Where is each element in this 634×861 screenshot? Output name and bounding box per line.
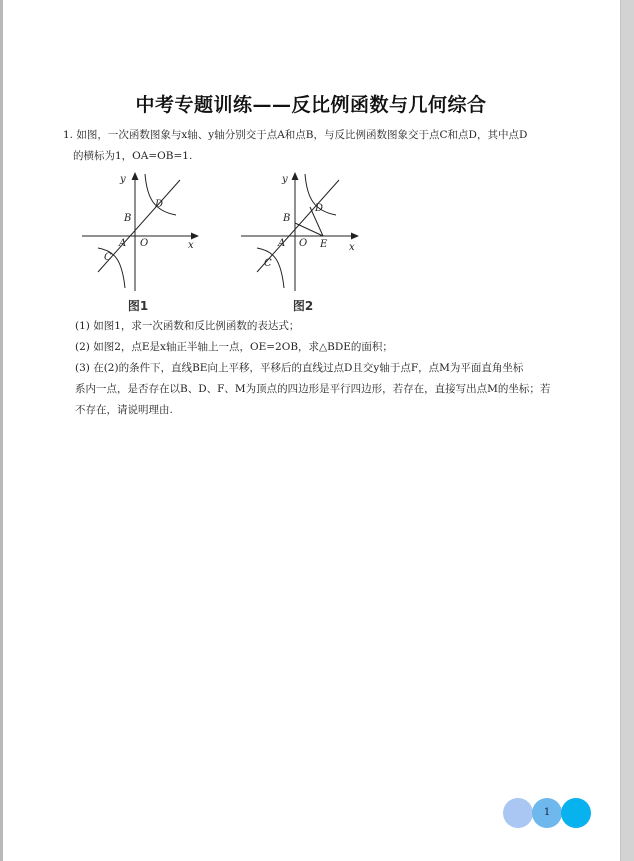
label-x: x [188,240,194,251]
figure-2-graph [237,166,367,296]
label-D: D [155,199,164,210]
question-intro [63,125,563,167]
label-y: y [120,174,126,185]
question-part-3-line-1: (3) 在(2)的条件下，直线BE向上平移，平移后的直线过点D且交y轴于点F，点M为平面直角坐标 [75,362,524,374]
figure-1-caption: 图1 [127,299,149,313]
pager-dot-left [503,798,533,828]
label-C: C [104,252,112,263]
label-O: O [140,238,149,249]
question-part-3-line-3: 不存在，请说明理由. [75,404,173,416]
figure-1 [80,166,205,296]
figure-2 [237,166,367,296]
x-axis-arrow [191,233,199,240]
viewer-scrollbar[interactable] [620,0,634,861]
label-B: B [283,213,291,224]
label-x: x [349,242,355,253]
y-axis-arrow [132,172,139,180]
page-title: 中考专题训练——反比例函数与几何综合 [135,94,487,116]
label-A: A [278,238,286,249]
x-axis-arrow [351,233,359,240]
label-y: y [282,174,288,185]
label-A: A [119,238,127,249]
label-D: D [315,203,324,214]
label-O: O [299,238,308,249]
question-part-2: (2) 如图2，点E是x轴正半轴上一点，OE=2OB，求△BDE的面积； [75,341,393,353]
page-number: 1 [543,807,551,818]
question-intro-line-1: 1. 如图，一次函数图象与x轴、y轴分别交于点A和点B，与反比例函数图象交于点C和点D，其中点D [63,129,528,141]
question-part-1: (1) 如图1，求一次函数和反比例函数的表达式； [75,320,300,332]
label-E: E [320,239,328,250]
y-axis-arrow [292,172,299,180]
document-page [3,0,619,861]
segment-BE [295,223,323,236]
question-parts [75,316,570,421]
label-C: C [264,258,272,269]
label-B: B [124,213,132,224]
figure-1-graph [80,166,205,296]
pager-dot-right [561,798,591,828]
question-intro-line-2: 的横标为1，OA=OB=1. [73,150,193,162]
question-part-3-line-2: 系内一点，是否存在以B、D、F、M为顶点的四边形是平行四边形，若存在，直接写出点M的坐标；若 [75,383,551,395]
figure-2-caption: 图2 [292,299,314,313]
page-number-badge [503,798,593,828]
